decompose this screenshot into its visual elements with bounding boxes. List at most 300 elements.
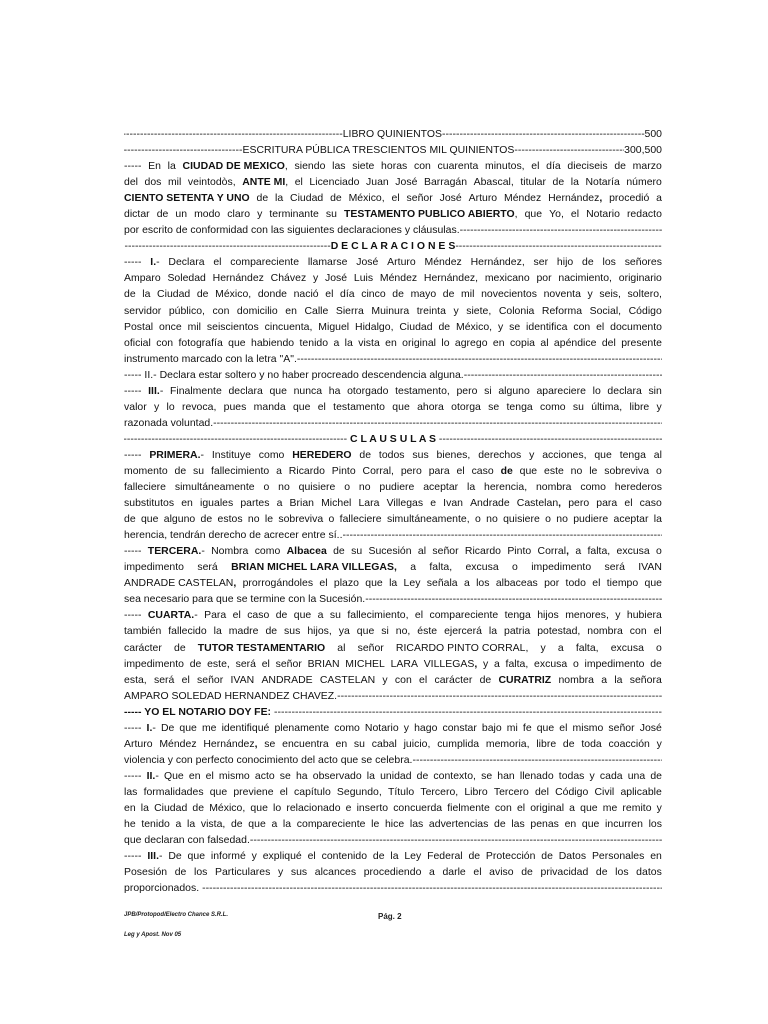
word-group bbox=[380, 769, 411, 785]
word: como bbox=[580, 482, 606, 494]
word-group bbox=[604, 464, 649, 480]
word-group bbox=[124, 785, 137, 801]
word: alguno bbox=[498, 385, 530, 397]
dash-filler bbox=[514, 143, 624, 159]
word-group bbox=[280, 785, 288, 801]
word: el bbox=[317, 401, 326, 413]
word-group bbox=[453, 304, 458, 320]
word: la bbox=[282, 819, 292, 831]
word-group bbox=[390, 849, 398, 865]
word-group bbox=[211, 544, 248, 560]
word: caso bbox=[247, 610, 270, 622]
word: De bbox=[168, 851, 182, 863]
word: la bbox=[140, 802, 149, 814]
word-group bbox=[486, 849, 536, 865]
word-group bbox=[402, 336, 436, 352]
word-group bbox=[352, 159, 374, 175]
word: excusa bbox=[610, 642, 644, 654]
word-group bbox=[202, 721, 217, 737]
word-group bbox=[608, 721, 634, 737]
word: el bbox=[325, 289, 334, 301]
text-line bbox=[124, 448, 662, 464]
word: ----- bbox=[124, 546, 142, 558]
word-group bbox=[295, 175, 303, 191]
word-group bbox=[269, 384, 286, 400]
word-group bbox=[437, 737, 479, 753]
word-group bbox=[650, 769, 662, 785]
word: declara bbox=[228, 385, 263, 397]
word-group bbox=[297, 817, 366, 833]
word: Ciudad bbox=[290, 193, 324, 205]
word: toda bbox=[581, 738, 602, 750]
word-group bbox=[657, 801, 662, 817]
word: Yo, bbox=[549, 209, 564, 221]
word-group bbox=[557, 255, 573, 271]
word-group bbox=[315, 865, 356, 881]
word-group bbox=[259, 448, 285, 464]
word-group bbox=[544, 287, 581, 303]
word: día bbox=[546, 161, 561, 173]
word: mismo bbox=[572, 722, 604, 734]
word: privacidad bbox=[540, 867, 589, 879]
text-line bbox=[124, 865, 662, 881]
word: se bbox=[509, 321, 521, 333]
word-group bbox=[555, 785, 588, 801]
word: la bbox=[488, 626, 498, 638]
word: modo bbox=[194, 209, 221, 221]
word-group bbox=[489, 865, 513, 881]
word-group bbox=[433, 769, 476, 785]
word: le bbox=[589, 465, 598, 477]
word-group bbox=[178, 336, 222, 352]
word: si bbox=[381, 626, 389, 638]
word-group bbox=[157, 207, 169, 223]
word: siete, bbox=[466, 305, 492, 317]
word: TERCERA. bbox=[147, 546, 202, 558]
word: sobreviva bbox=[604, 465, 650, 477]
word-group bbox=[536, 384, 586, 400]
word-group bbox=[194, 207, 220, 223]
text-line bbox=[124, 384, 662, 400]
word-group bbox=[198, 641, 325, 657]
word: la bbox=[653, 514, 662, 526]
word: que bbox=[644, 578, 662, 590]
text-line bbox=[124, 239, 662, 255]
word-group bbox=[424, 175, 467, 191]
word-group bbox=[485, 159, 525, 175]
text-line bbox=[124, 833, 662, 849]
word-group bbox=[473, 865, 481, 881]
word: el bbox=[624, 498, 633, 510]
word: y bbox=[277, 867, 284, 879]
word-group bbox=[309, 175, 359, 191]
word: Notario bbox=[364, 722, 399, 734]
word: lo bbox=[592, 385, 601, 397]
word: ----- bbox=[124, 449, 142, 461]
word: identifica bbox=[526, 321, 568, 333]
word: la bbox=[389, 578, 398, 590]
word-group bbox=[321, 496, 351, 512]
word: Posesión bbox=[124, 867, 168, 879]
word: Licenciado bbox=[309, 177, 360, 189]
word-group bbox=[540, 336, 548, 352]
word: de bbox=[192, 802, 205, 814]
word: número bbox=[626, 177, 662, 189]
word-group bbox=[392, 191, 400, 207]
word: Hernández, bbox=[423, 273, 479, 285]
word: el bbox=[279, 786, 288, 798]
word-group bbox=[203, 737, 257, 753]
word-group bbox=[619, 271, 662, 287]
word: Sucesión bbox=[368, 546, 412, 558]
word: si bbox=[484, 385, 492, 397]
word-group bbox=[417, 400, 444, 416]
word: su bbox=[329, 610, 341, 622]
text-line bbox=[124, 592, 662, 608]
word-group bbox=[197, 287, 209, 303]
word: bienes, bbox=[436, 449, 471, 461]
word-group bbox=[319, 576, 327, 592]
word: con bbox=[494, 802, 512, 814]
word: partes bbox=[240, 498, 270, 510]
word-group bbox=[368, 544, 411, 560]
word-group bbox=[480, 673, 492, 689]
word: a bbox=[656, 193, 662, 205]
word-group bbox=[407, 191, 433, 207]
word-group bbox=[318, 320, 349, 336]
word: redacto bbox=[626, 209, 662, 221]
word-group bbox=[648, 384, 661, 400]
word-group bbox=[553, 175, 565, 191]
word: Segundo, bbox=[336, 786, 382, 798]
word: , bbox=[558, 498, 562, 510]
word-group bbox=[147, 769, 159, 785]
word-group bbox=[255, 769, 275, 785]
word: ----- bbox=[124, 770, 142, 782]
word: , bbox=[284, 161, 288, 173]
word: Declara bbox=[168, 257, 205, 269]
word-group bbox=[395, 384, 450, 400]
word: como bbox=[540, 401, 566, 413]
word: ----- bbox=[124, 851, 142, 863]
text-line bbox=[124, 753, 662, 769]
word-group bbox=[633, 159, 662, 175]
word-group bbox=[276, 464, 282, 480]
word: Hernández bbox=[203, 738, 255, 750]
word-group bbox=[255, 544, 281, 560]
word: nacimiento, bbox=[558, 273, 612, 285]
word: Tercero bbox=[493, 786, 529, 798]
word-group bbox=[124, 641, 162, 657]
word: aceptar bbox=[613, 514, 649, 526]
word: de bbox=[552, 177, 565, 189]
word: fotografía bbox=[178, 337, 223, 349]
word: Sierra bbox=[335, 305, 364, 317]
word: los bbox=[648, 819, 662, 831]
word: otorgado bbox=[347, 385, 389, 397]
word-group bbox=[602, 336, 616, 352]
word: Muinura bbox=[371, 305, 410, 317]
dash-filler bbox=[124, 239, 331, 255]
word-group bbox=[124, 849, 141, 865]
word-group bbox=[517, 496, 561, 512]
word: Castelan bbox=[516, 498, 559, 510]
word: fallecimiento, bbox=[347, 610, 409, 622]
word: juicio, bbox=[403, 738, 431, 750]
word-group bbox=[573, 400, 584, 416]
word: que bbox=[365, 578, 383, 590]
word: que bbox=[209, 786, 228, 798]
word: todos bbox=[378, 449, 405, 461]
word-group bbox=[611, 641, 644, 657]
word-group bbox=[124, 721, 141, 737]
word: los bbox=[193, 867, 208, 879]
word: constar bbox=[442, 722, 477, 734]
word-group bbox=[187, 817, 195, 833]
word: pudiere bbox=[573, 514, 609, 526]
word: a bbox=[575, 546, 582, 558]
word: a bbox=[557, 642, 564, 654]
word-group bbox=[124, 496, 174, 512]
word-group bbox=[293, 400, 310, 416]
word-group bbox=[236, 657, 256, 673]
word-group bbox=[627, 608, 662, 624]
word-group bbox=[358, 336, 380, 352]
word: señores bbox=[624, 257, 662, 269]
word: fallecido bbox=[168, 626, 207, 638]
word-group bbox=[197, 673, 223, 689]
word: TESTAMENTO PUBLICO ABIERTO bbox=[344, 209, 515, 221]
text-line bbox=[124, 544, 662, 560]
word-group bbox=[300, 336, 329, 352]
word-group bbox=[451, 400, 481, 416]
line-text: ----- II.- Declara estar soltero y no haber procreado descendencia alguna. bbox=[124, 369, 464, 381]
word: - bbox=[156, 257, 160, 269]
word: Código bbox=[555, 786, 589, 798]
word: me bbox=[602, 802, 618, 814]
word-group bbox=[654, 448, 662, 464]
word: - bbox=[159, 385, 164, 397]
word-group bbox=[294, 785, 331, 801]
word: ANTE MI bbox=[242, 177, 286, 189]
word-group bbox=[340, 287, 355, 303]
word: cabal bbox=[371, 738, 397, 750]
word: falleciere bbox=[339, 514, 382, 526]
word-group bbox=[399, 320, 432, 336]
word-group bbox=[210, 785, 227, 801]
text-line bbox=[124, 737, 662, 753]
word-group bbox=[159, 737, 196, 753]
word-group bbox=[387, 496, 424, 512]
word-group bbox=[456, 384, 477, 400]
word: la bbox=[187, 819, 196, 831]
word: noventa bbox=[543, 289, 581, 301]
word-group bbox=[175, 207, 187, 223]
word-group bbox=[168, 159, 176, 175]
word-group bbox=[498, 320, 503, 336]
word: el bbox=[261, 658, 270, 670]
word: o bbox=[344, 482, 351, 494]
word: Méndez bbox=[503, 193, 542, 205]
word: con bbox=[573, 321, 591, 333]
word-group bbox=[204, 608, 226, 624]
word-group bbox=[476, 576, 489, 592]
word-group bbox=[148, 159, 161, 175]
word: no bbox=[556, 514, 568, 526]
word: de bbox=[541, 851, 553, 863]
word: excusa bbox=[534, 658, 568, 670]
word-group bbox=[410, 560, 416, 576]
word: Abascal, bbox=[473, 177, 514, 189]
word: Protección bbox=[485, 851, 536, 863]
word: no bbox=[278, 482, 290, 494]
word: de bbox=[196, 289, 209, 301]
word: simultáneamente, bbox=[386, 514, 470, 526]
word: el bbox=[232, 610, 241, 622]
word-group bbox=[150, 255, 159, 271]
word: Social, bbox=[589, 305, 622, 317]
word: que bbox=[269, 385, 287, 397]
word: o bbox=[572, 658, 579, 670]
word-group bbox=[161, 721, 174, 737]
word: Hidalgo, bbox=[355, 321, 394, 333]
word-group bbox=[190, 657, 202, 673]
word-group bbox=[385, 336, 397, 352]
line-text: herencia, tendrán derecho de acrecer entre sí.. bbox=[124, 530, 343, 542]
word: Libro bbox=[464, 786, 488, 798]
word-group bbox=[219, 769, 250, 785]
word: TUTOR TESTAMENTARIO bbox=[197, 642, 326, 654]
word-group bbox=[481, 769, 492, 785]
word-group bbox=[395, 673, 412, 689]
word: al bbox=[337, 642, 346, 654]
word: pero bbox=[568, 498, 590, 510]
text-line bbox=[124, 159, 662, 175]
word: potestad, bbox=[537, 626, 581, 638]
word-group bbox=[455, 336, 488, 352]
word-group bbox=[580, 801, 597, 817]
word-group bbox=[382, 673, 387, 689]
word: se bbox=[264, 738, 276, 750]
line-text: que declaran con falsedad. bbox=[124, 835, 250, 847]
word-group bbox=[291, 865, 307, 881]
word: testamento, bbox=[395, 385, 450, 397]
word-group bbox=[493, 336, 505, 352]
word: Calle bbox=[304, 305, 329, 317]
word-group bbox=[336, 304, 364, 320]
text-line bbox=[124, 287, 662, 303]
word-group bbox=[620, 448, 646, 464]
word-group bbox=[230, 255, 299, 271]
word: las bbox=[511, 819, 525, 831]
word: el bbox=[307, 851, 316, 863]
word: - bbox=[155, 770, 159, 782]
word-group bbox=[636, 865, 662, 881]
word-group bbox=[308, 657, 340, 673]
word: Méndez bbox=[159, 738, 197, 750]
word: prorrogándoles bbox=[242, 578, 314, 590]
word: Que bbox=[163, 770, 184, 782]
word: domicilio bbox=[236, 305, 278, 317]
word-group bbox=[124, 576, 236, 592]
word-group bbox=[605, 560, 625, 576]
word: ----- bbox=[124, 161, 142, 173]
word: lo bbox=[273, 802, 282, 814]
word-group bbox=[596, 496, 617, 512]
word-group bbox=[322, 849, 367, 865]
word: ejercerá bbox=[444, 626, 482, 638]
word-group bbox=[588, 287, 593, 303]
word: José bbox=[356, 257, 379, 269]
word-group bbox=[248, 817, 265, 833]
word-group bbox=[507, 544, 531, 560]
word-group bbox=[573, 512, 608, 528]
word-group bbox=[464, 576, 470, 592]
word: de bbox=[156, 209, 169, 221]
word-group bbox=[366, 175, 389, 191]
word: , bbox=[525, 642, 529, 654]
word: una bbox=[627, 770, 646, 782]
word-group bbox=[530, 817, 559, 833]
word-group bbox=[512, 560, 518, 576]
word: novecientos bbox=[481, 289, 537, 301]
word-group bbox=[381, 159, 407, 175]
word-group bbox=[544, 576, 559, 592]
word-group bbox=[443, 287, 455, 303]
word: Arturo bbox=[124, 738, 153, 750]
word: impedimento bbox=[584, 658, 645, 670]
word: hijo bbox=[556, 257, 574, 269]
word: el bbox=[592, 578, 601, 590]
word: mexicano bbox=[484, 273, 530, 285]
word-group bbox=[571, 464, 583, 480]
word: a bbox=[601, 674, 608, 686]
word: y bbox=[589, 770, 595, 782]
word-group bbox=[304, 304, 328, 320]
word: Civil bbox=[594, 786, 615, 798]
word-group bbox=[213, 271, 264, 287]
word-group bbox=[231, 673, 255, 689]
word: me bbox=[201, 722, 217, 734]
word-group bbox=[276, 608, 288, 624]
word-group bbox=[371, 304, 409, 320]
word-group bbox=[587, 624, 623, 640]
word-group bbox=[470, 496, 510, 512]
word-group bbox=[507, 400, 533, 416]
word: a bbox=[276, 465, 282, 477]
word-group bbox=[265, 512, 273, 528]
word-group bbox=[197, 560, 217, 576]
word: en bbox=[188, 770, 201, 782]
word-group bbox=[147, 849, 162, 865]
word: ya bbox=[338, 626, 350, 638]
word-group bbox=[601, 673, 607, 689]
word: falta, bbox=[575, 642, 599, 654]
word-group bbox=[149, 448, 204, 464]
word-group bbox=[365, 576, 382, 592]
word: nunca bbox=[293, 385, 323, 397]
word-group bbox=[167, 271, 205, 287]
word: que bbox=[187, 851, 206, 863]
word: como bbox=[258, 449, 285, 461]
word: para bbox=[596, 498, 618, 510]
word: tenido bbox=[299, 337, 329, 349]
word-group bbox=[456, 320, 492, 336]
word: el bbox=[559, 722, 568, 734]
word: en bbox=[124, 802, 136, 814]
word: México, bbox=[209, 802, 246, 814]
word: observado bbox=[312, 770, 362, 782]
